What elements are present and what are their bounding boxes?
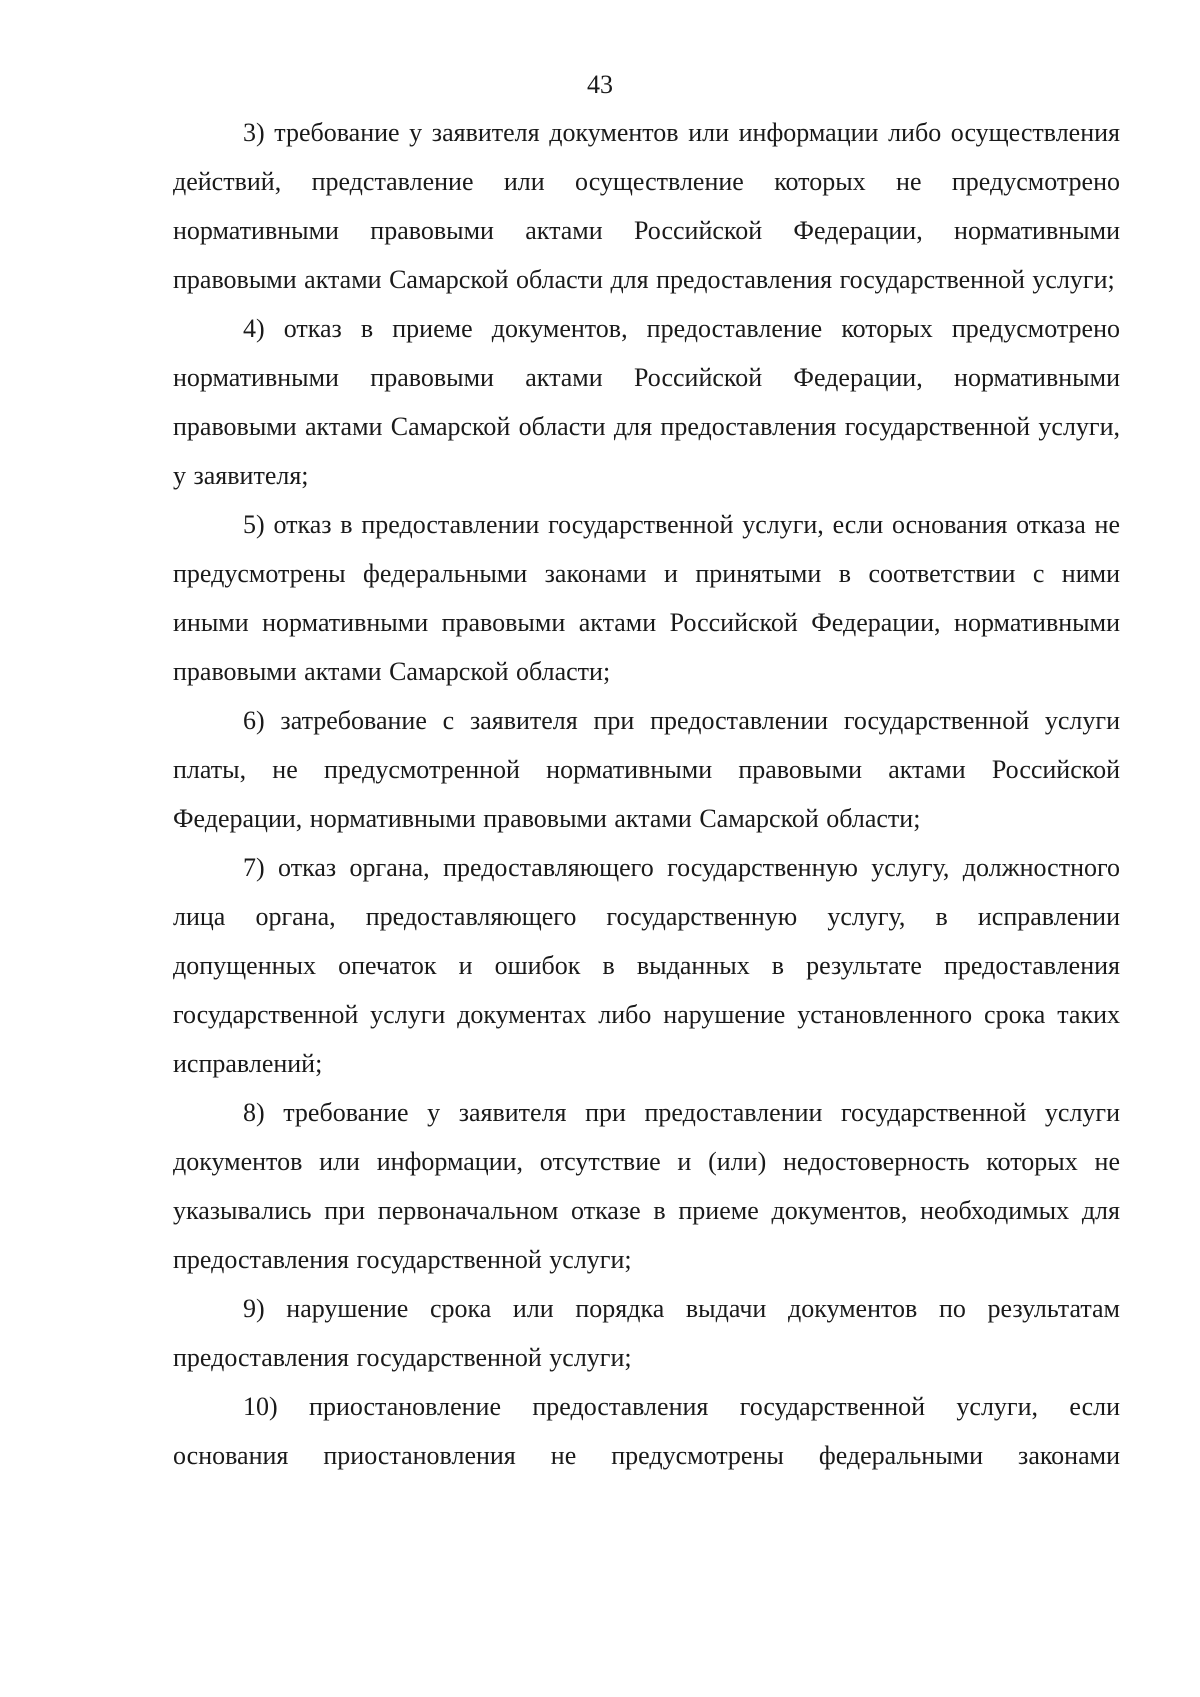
paragraph-item-10: 10) приостановление предоставления государственной услуги, если основания приостановления не предусмотрены федеральными законами <box>173 1392 1120 1470</box>
paragraph-item-3: 3) требование у заявителя документов или информации либо осуществления действий, представление или осуществление которых не предусмотрено нормативными правовыми актами Российской Федерации, нормативными правовыми актами Самарской области для предоставления государственной услуги; <box>173 118 1120 294</box>
paragraph-item-6: 6) затребование с заявителя при предоставлении государственной услуги платы, не предусмотренной нормативными правовыми актами Российской Федерации, нормативными правовыми актами Самарской области; <box>173 706 1120 833</box>
paragraph-item-5: 5) отказ в предоставлении государственной услуги, если основания отказа не предусмотрены федеральными законами и принятыми в соответствии с ними иными нормативными правовыми актами Российской Федерации, нормативными правовыми актами Самарской области; <box>173 510 1120 686</box>
page-number: 43 <box>587 70 613 99</box>
paragraph-item-8: 8) требование у заявителя при предоставлении государственной услуги документов или информации, отсутствие и (или) недостоверность которых не указывались при первоначальном отказе в приеме документов, необходимых для предоставления государственной услуги; <box>173 1098 1120 1274</box>
paragraph-item-7: 7) отказ органа, предоставляющего государственную услугу, должностного лица органа, предоставляющего государственную услугу, в исправлении допущенных опечаток и ошибок в выданных в результате предоставления государственной услуги документах либо нарушение установленного срока таких исправлений; <box>173 853 1120 1078</box>
paragraph-item-9: 9) нарушение срока или порядка выдачи документов по результатам предоставления государственной услуги; <box>173 1294 1120 1372</box>
document-body <box>173 108 1120 1480</box>
paragraph-item-4: 4) отказ в приеме документов, предоставление которых предусмотрено нормативными правовыми актами Российской Федерации, нормативными правовыми актами Самарской области для предоставления государственной услуги, у заявителя; <box>173 314 1120 490</box>
